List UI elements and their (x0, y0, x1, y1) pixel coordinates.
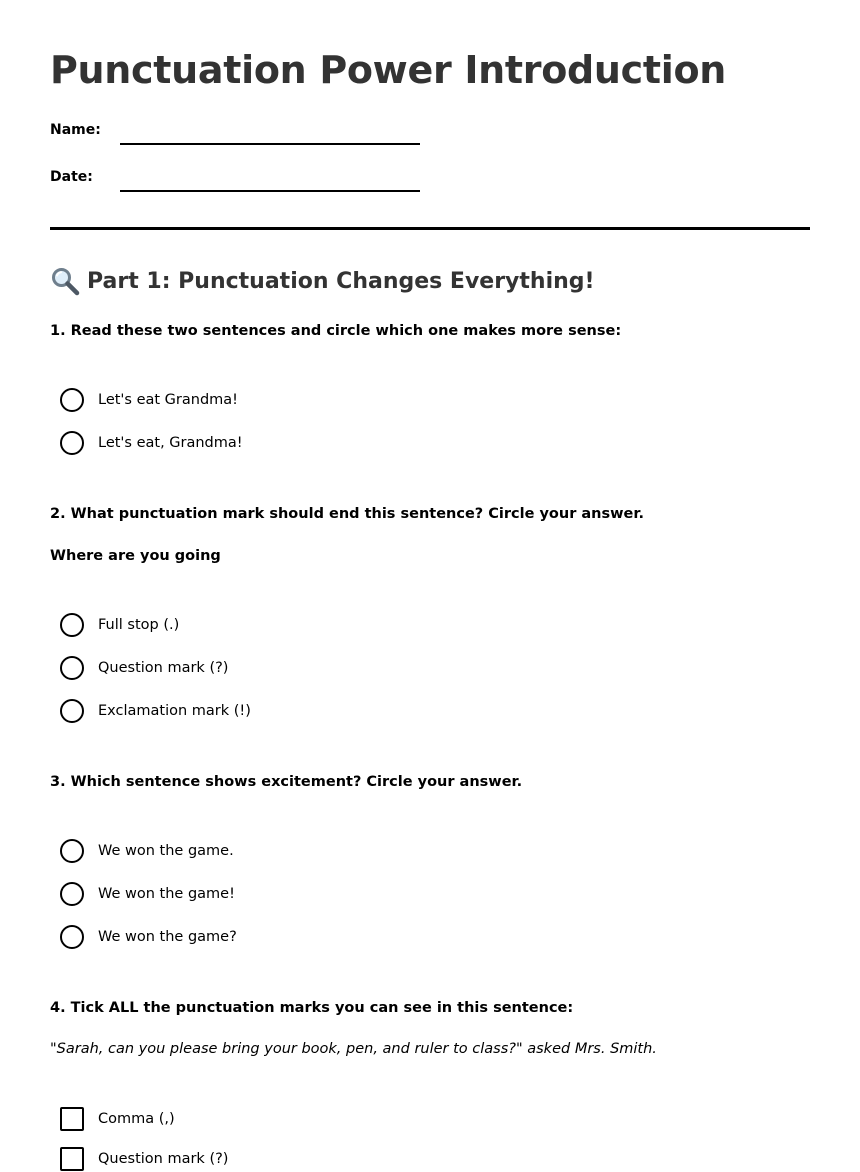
question-4-option-2[interactable] (60, 1146, 228, 1172)
question-2-option-1[interactable] (60, 612, 179, 638)
radio-circle[interactable] (60, 431, 84, 455)
option-label: Let's eat, Grandma! (98, 435, 243, 451)
part1-title-text: Part 1: Punctuation Changes Everything! (87, 268, 595, 294)
question-3-text: 3. Which sentence shows excitement? Circle your answer. (50, 774, 523, 790)
part1-title (50, 266, 595, 296)
checkbox-square[interactable] (60, 1107, 84, 1131)
question-1-text: 1. Read these two sentences and circle which one makes more sense: (50, 323, 622, 339)
option-label: We won the game! (98, 886, 235, 902)
question-1-option-1[interactable] (60, 387, 238, 413)
question-2-option-2[interactable] (60, 655, 228, 681)
question-2-option-3[interactable] (60, 698, 251, 724)
checkbox-square[interactable] (60, 1147, 84, 1171)
question-4-sentence: "Sarah, can you please bring your book, pen, and ruler to class?" asked Mrs. Smith. (50, 1041, 657, 1057)
radio-circle[interactable] (60, 613, 84, 637)
name-line[interactable] (120, 143, 420, 145)
page-title: Punctuation Power Introduction (50, 48, 727, 92)
date-label: Date: (50, 169, 93, 185)
date-field (50, 167, 470, 197)
question-4-option-1[interactable] (60, 1106, 175, 1132)
name-label: Name: (50, 122, 101, 138)
radio-circle[interactable] (60, 656, 84, 680)
name-field (50, 120, 470, 150)
option-label: Question mark (?) (98, 1151, 229, 1167)
option-label: Exclamation mark (!) (98, 703, 251, 719)
question-4-text: 4. Tick ALL the punctuation marks you can see in this sentence: (50, 1000, 574, 1016)
question-2-text: 2. What punctuation mark should end this sentence? Circle your answer. (50, 506, 644, 522)
option-label: Let's eat Grandma! (98, 392, 238, 408)
question-3-option-3[interactable] (60, 924, 237, 950)
radio-circle[interactable] (60, 388, 84, 412)
radio-circle[interactable] (60, 925, 84, 949)
radio-circle[interactable] (60, 839, 84, 863)
header-divider (50, 227, 810, 230)
radio-circle[interactable] (60, 699, 84, 723)
magnifying-glass-icon (50, 266, 80, 296)
question-2-sentence: Where are you going (50, 548, 221, 564)
option-label: Full stop (.) (98, 617, 180, 633)
option-label: Question mark (?) (98, 660, 229, 676)
option-label: We won the game. (98, 843, 234, 859)
question-3-option-1[interactable] (60, 838, 234, 864)
question-3-option-2[interactable] (60, 881, 235, 907)
option-label: We won the game? (98, 929, 237, 945)
date-line[interactable] (120, 190, 420, 192)
option-label: Comma (,) (98, 1111, 175, 1127)
radio-circle[interactable] (60, 882, 84, 906)
question-1-option-2[interactable] (60, 430, 243, 456)
